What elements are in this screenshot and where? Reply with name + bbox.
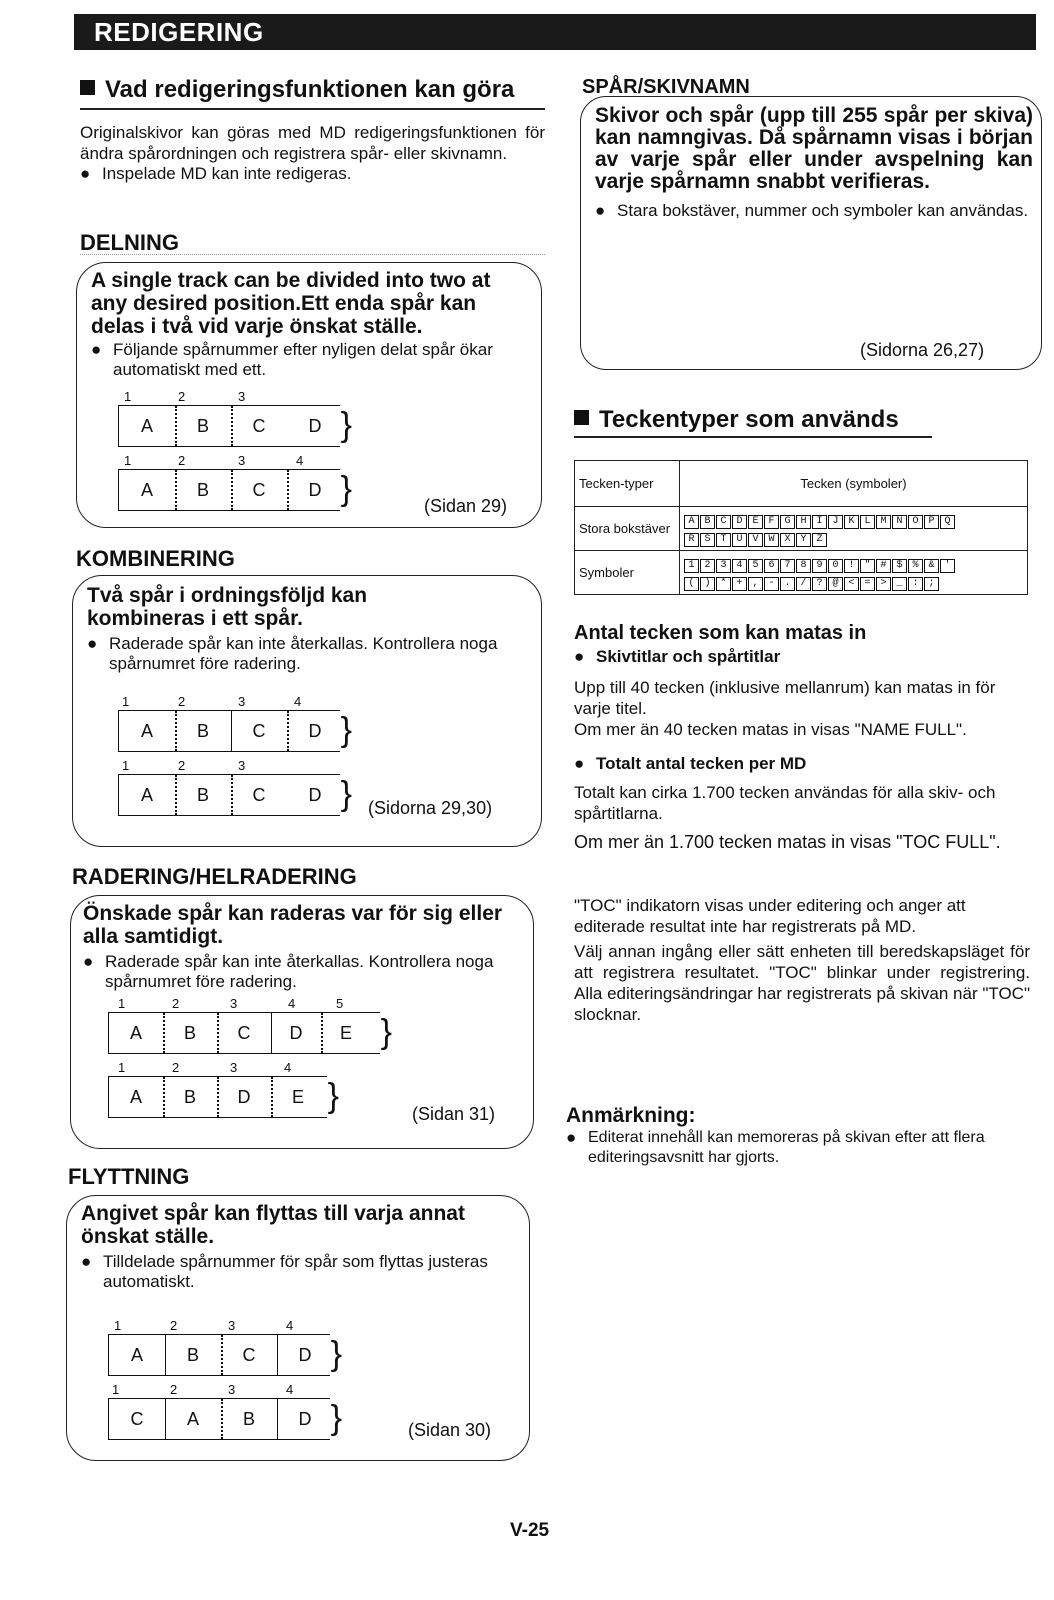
delning-box-title: A single track can be divided into two at any desired position.Ett enda spår kan delas i två vid varje önskat ställe. [91,269,491,338]
flyttning-title: FLYTTNING [68,1164,190,1189]
radering-ref: (Sidan 31) [412,1104,496,1124]
delning-title: DELNING [80,230,179,255]
antal-p1: Upp till 40 tecken (inklusive mellanrum) kan matas in för varje titel. [574,678,996,718]
character-key: B [700,515,715,529]
symbols-line-1 [684,555,1023,573]
character-key: 2 [700,559,715,573]
delning-row1-nums: 1 2 3 [124,389,246,404]
character-key: W [764,533,779,547]
delning-ref: (Sidan 29) [424,496,508,516]
left-column [80,76,545,184]
character-key: ( [684,577,699,591]
kombinering-ref: (Sidorna 29,30) [368,798,493,818]
radering-row1-nums: 1 2 3 4 5 [118,996,344,1011]
kombinering-row2-nums: 1 2 3 [122,758,246,773]
radering-diagram [108,996,392,1118]
character-key: L [860,515,875,529]
spar-ref: (Sidorna 26,27) [860,340,985,360]
character-key: + [732,577,747,591]
antal-sub2: ● Totalt antal tecken per MD [574,754,1030,774]
character-key: , [748,577,763,591]
character-key: - [764,577,779,591]
character-key: 8 [796,559,811,573]
character-key: 5 [748,559,763,573]
character-key: 3 [716,559,731,573]
character-key: " [860,559,875,573]
character-key: : [908,577,923,591]
character-key: C [716,515,731,529]
character-key: 7 [780,559,795,573]
kombinering-box-title: Två spår i ordningsföljd kan kombineras i ett spår. [87,584,368,630]
character-key: I [812,515,827,529]
antal-p4: Om mer än 1.700 tecken matas in visas "TOC FULL". [574,832,1001,852]
character-key: 1 [684,559,699,573]
delning-row2-nums: 1 2 3 4 [124,453,304,468]
character-key: U [732,533,747,547]
flyttning-row1-nums: 1 2 3 4 [114,1318,294,1333]
kombinering-row1-nums: 1 2 3 4 [122,694,302,709]
flyttning-bullet: ● Tilldelade spårnummer för spår som flyttas justeras automatiskt. [81,1252,515,1292]
note-section [566,1104,1030,1168]
radering-bullet: ● Raderade spår kan inte återkallas. Kontrollera noga spårnumret före radering. [83,952,519,992]
character-key: < [844,577,859,591]
delning-diagram [118,389,352,511]
character-key: F [764,515,779,529]
main-heading-text: Vad redigeringsfunktionen kan göra [105,76,515,103]
spar-title: SPÅR/SKIVNAMN [582,76,750,98]
character-key: X [780,533,795,547]
antal-heading: Antal tecken som kan matas in [574,622,867,644]
square-bullet-icon [80,80,95,95]
flyttning-box-title: Angivet spår kan flyttas till varja annat önskat ställe. [81,1202,465,1248]
character-table [574,460,1028,595]
character-key: * [716,577,731,591]
delning-row1: A B C D } [118,405,340,447]
character-key: _ [892,577,907,591]
uppercase-line-1 [684,511,1023,529]
character-key: Y [796,533,811,547]
main-heading [80,76,545,104]
toc-p1: "TOC" indikatorn visas under editering och anger att editerade resultat inte har registrerats på MD. [574,896,966,936]
flyttning-row2-nums: 1 2 3 4 [112,1382,294,1397]
antal-p2: Om mer än 40 tecken matas in visas "NAME FULL". [574,720,967,739]
character-key: G [780,515,795,529]
character-key: J [828,515,843,529]
character-key: 6 [764,559,779,573]
character-key: / [796,577,811,591]
table-col2-header: Tecken (symboler) [680,461,1028,507]
character-key: = [860,577,875,591]
character-key: A [684,515,699,529]
character-key: 9 [812,559,827,573]
character-key: S [700,533,715,547]
kombinering-title: KOMBINERING [76,546,235,571]
kombinering-bullet: ● Raderade spår kan inte återkallas. Kontrollera noga spårnumret före radering. [87,634,525,674]
character-key: M [876,515,891,529]
symbols-line-2 [684,573,1023,591]
spar-bullet: ● Stara bokstäver, nummer och symboler kan användas. [595,201,1033,221]
section-banner [74,14,1036,50]
character-key: 0 [828,559,843,573]
character-key: P [924,515,939,529]
types-heading-text: Teckentyper som används [599,406,899,433]
character-key: R [684,533,699,547]
intro-bullet: ● Inspelade MD kan inte redigeras. [80,164,545,184]
character-key: % [908,559,923,573]
kombinering-row1: A B C D } [118,710,340,752]
kombinering-row2: A B C D } [118,774,340,816]
radering-box-title: Önskade spår kan raderas var för sig eller alla samtidigt. [83,902,503,948]
character-key: Q [940,515,955,529]
types-heading [574,406,932,434]
character-key: E [748,515,763,529]
character-key: N [892,515,907,529]
radering-title: RADERING/HELRADERING [72,864,357,889]
banner-title: REDIGERING [94,17,264,47]
uppercase-line-2 [684,529,1023,547]
character-key: ? [812,577,827,591]
character-key: > [876,577,891,591]
kombinering-diagram [118,694,352,816]
character-key: # [876,559,891,573]
spar-box-title: Skivor och spår (upp till 255 spår per skiva) kan namngivas. Då spårnamn visas i början av varje spår eller under avspelning kan varje spårnamn snabbt verifieras. [595,104,1033,193]
radering-row2-nums: 1 2 3 4 [118,1060,292,1075]
character-key: ) [700,577,715,591]
note-heading: Anmärkning: [566,1104,696,1127]
character-key: ! [844,559,859,573]
table-row1-label: Stora bokstäver [575,507,680,551]
character-key: ' [940,559,955,573]
spar-box [580,96,1042,370]
character-key: & [924,559,939,573]
character-key: O [908,515,923,529]
flyttning-row1: A B C D } [108,1334,330,1376]
antal-p3: Totalt kan cirka 1.700 tecken användas för alla skiv- och spårtitlarna. [574,783,996,823]
character-key: D [732,515,747,529]
intro-text: Originalskivor kan göras med MD redigeringsfunktionen för ändra spårordningen och registrera spår- eller skivnamn. [80,123,545,163]
antal-sub1: ● Skivtitlar och spårtitlar [574,647,1030,667]
character-key: Z [812,533,827,547]
square-bullet-icon [574,410,589,425]
character-key: T [716,533,731,547]
character-key: H [796,515,811,529]
page-number: V-25 [510,1520,550,1541]
character-key: $ [892,559,907,573]
toc-p2: Välj annan ingång eller sätt enheten till beredskapsläget för att registrera resultatet. "TOC" blinkar under registrering. Alla editeringsändringar har registrerats på skivan när "TOC" slocknar. [574,942,1030,1024]
antal-section [574,622,1030,1025]
flyttning-row2: C A B D } [108,1398,330,1440]
delning-row2: A B C D } [118,469,340,511]
flyttning-ref: (Sidan 30) [408,1420,492,1440]
note-bullet: ● Editerat innehåll kan memoreras på skivan efter att flera editeringsavsnitt har gjorts. [566,1128,1030,1168]
table-row2-chars [680,551,1028,595]
character-key: 4 [732,559,747,573]
table-row1-chars [680,507,1028,551]
character-key: V [748,533,763,547]
character-key: K [844,515,859,529]
flyttning-diagram [108,1318,342,1440]
character-key: ; [924,577,939,591]
character-key: @ [828,577,843,591]
table-row2-label: Symboler [575,551,680,595]
radering-row1: A B C D E } [108,1012,380,1054]
radering-row2: A B D E } [108,1076,327,1118]
character-key: . [780,577,795,591]
types-heading-wrap [574,406,932,438]
delning-bullet: ● Följande spårnummer efter nyligen delat spår ökar automatiskt med ett. [91,340,525,380]
table-col1-header: Tecken-typer [575,461,680,507]
